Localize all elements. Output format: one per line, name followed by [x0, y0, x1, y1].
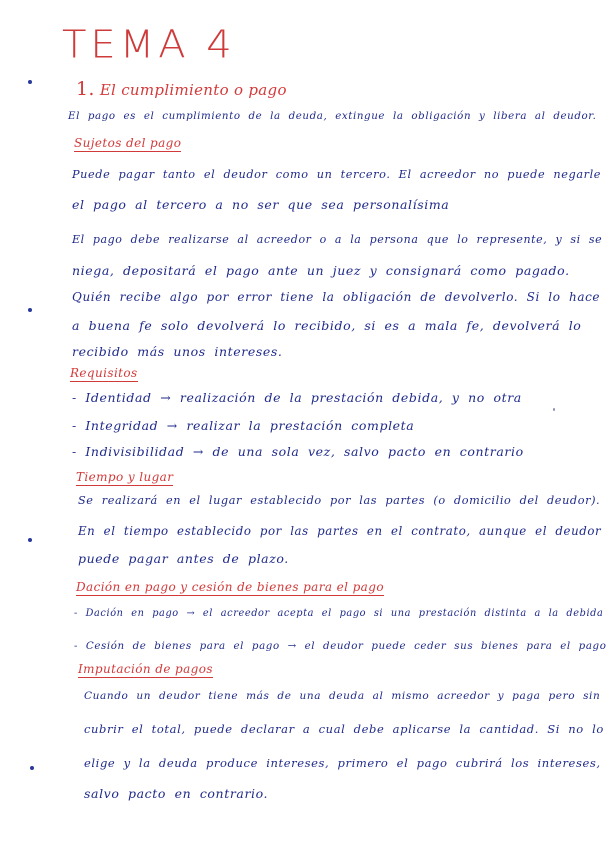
text-line: a buena fe solo devolverá lo recibido, si es a mala fe, devolverá lo	[72, 318, 582, 333]
text-line: recibido más unos intereses.	[72, 344, 283, 359]
text-line: Se realizará en el lugar establecido por las partes (o domicilio del deudor).	[78, 494, 601, 507]
text-line: Quién recibe algo por error tiene la obligación de devolverlo. Si lo hace	[72, 290, 601, 304]
text-line: Cuando un deudor tiene más de una deuda al mismo acreedor y paga pero sin	[84, 690, 601, 702]
list-item: - Dación en pago → el acreedor acepta el pago si una prestación distinta a la debida	[74, 608, 604, 619]
ink-dot	[553, 408, 555, 411]
ink-dot	[30, 766, 34, 770]
list-item: - Integridad → realizar la prestación completa	[72, 418, 415, 433]
subheading-dacion-cesion: Dación en pago y cesión de bienes para el pago	[76, 580, 384, 594]
subheading-requisitos: Requisitos	[70, 366, 138, 380]
ink-dot	[28, 308, 32, 312]
text-line: elige y la deuda produce intereses, primero el pago cubrirá los intereses,	[84, 756, 601, 770]
ink-dot	[28, 538, 32, 542]
text-line: niega, depositará el pago ante un juez y consignará como pagado.	[72, 263, 570, 278]
text-line: puede pagar antes de plazo.	[78, 551, 289, 566]
text-line: En el tiempo establecido por las partes en el contrato, aunque el deudor	[78, 524, 602, 538]
list-item: - Cesión de bienes para el pago → el deudor puede ceder sus bienes para el pago	[74, 640, 607, 652]
section-heading	[76, 78, 287, 100]
page-title: TEMA 4	[62, 23, 236, 67]
list-item: - Identidad → realización de la prestación debida, y no otra	[72, 390, 522, 405]
text-line: cubrir el total, puede declarar a cual debe aplicarse la cantidad. Si no lo	[84, 722, 604, 736]
text-line: El pago es el cumplimiento de la deuda, extingue la obligación y libera al deudor.	[68, 110, 597, 122]
section-number: 1.	[76, 78, 95, 100]
text-line: el pago al tercero a no ser que sea personalísima	[72, 197, 450, 212]
subheading-sujetos: Sujetos del pago	[74, 136, 182, 150]
list-item: - Indivisibilidad → de una sola vez, salvo pacto en contrario	[72, 444, 524, 459]
text-line: El pago debe realizarse al acreedor o a la persona que lo represente, y si se	[72, 233, 603, 246]
ink-dot	[28, 80, 32, 84]
subheading-tiempo-lugar: Tiempo y lugar	[76, 470, 174, 484]
text-line: salvo pacto en contrario.	[84, 786, 269, 801]
text-line: Puede pagar tanto el deudor como un tercero. El acreedor no puede negarle	[72, 168, 602, 181]
section-title: El cumplimiento o pago	[99, 81, 287, 99]
subheading-imputacion: Imputación de pagos	[78, 662, 213, 676]
